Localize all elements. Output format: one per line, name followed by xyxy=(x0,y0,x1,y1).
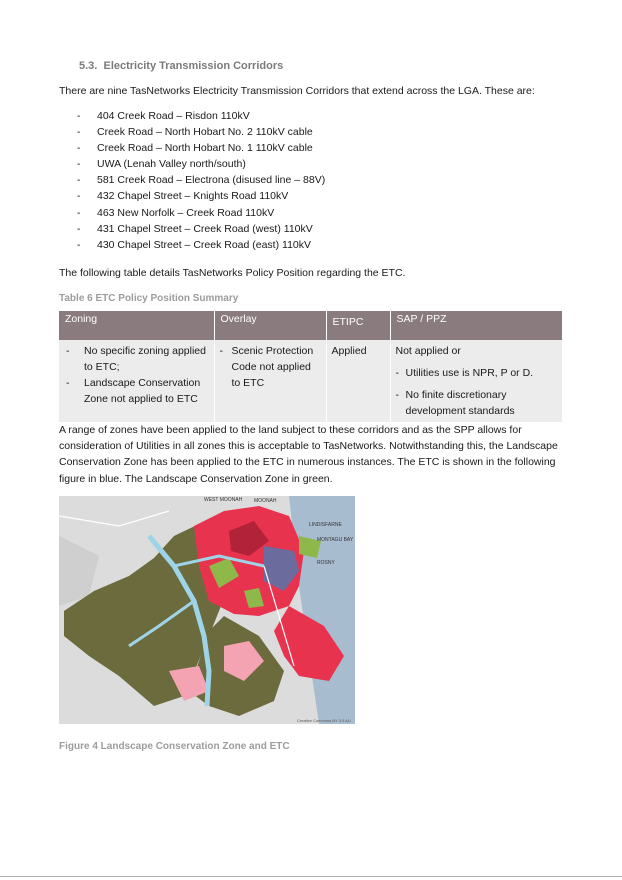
header-sap-ppz: SAP / PPZ xyxy=(390,311,562,340)
header-zoning: Zoning xyxy=(59,311,214,340)
table-header-row xyxy=(59,311,562,340)
zoning-map xyxy=(59,496,355,724)
cell-zoning xyxy=(59,340,214,422)
zoning-item-text: Landscape Conservation Zone not applied to ETC xyxy=(84,377,201,405)
corridor-text: UWA (Lenah Valley north/south) xyxy=(97,158,246,171)
list-item xyxy=(220,343,321,391)
section-number: 5.3. xyxy=(79,60,98,72)
bullet-dash: - xyxy=(66,345,70,357)
map-label: ROSNY xyxy=(317,560,335,566)
sap-item-text: Utilities use is NPR, P or D. xyxy=(405,367,534,379)
bullet-dash: - xyxy=(219,345,223,357)
corridor-text: 463 New Norfolk – Creek Road 110kV xyxy=(97,206,275,219)
map-label: LINDISFARNE xyxy=(309,522,342,528)
list-item xyxy=(396,387,558,419)
figure-caption: Figure 4 Landscape Conservation Zone and ETC xyxy=(59,741,290,752)
corridor-text: Creek Road – North Hobart No. 1 110kV cable xyxy=(97,142,313,155)
bullet-dash: - xyxy=(77,158,81,171)
bullet-dash: - xyxy=(77,174,81,187)
cell-overlay xyxy=(214,340,326,422)
table-row xyxy=(59,340,562,422)
list-item xyxy=(396,365,558,381)
policy-table xyxy=(59,311,562,422)
map-label: MOONAH xyxy=(254,498,277,504)
list-item xyxy=(64,343,209,375)
header-etipc: ETIPC xyxy=(326,311,390,340)
list-item xyxy=(59,205,325,221)
bullet-dash: - xyxy=(77,190,81,203)
page-bottom-divider xyxy=(0,876,622,877)
bullet-dash: - xyxy=(395,367,399,379)
corridor-list xyxy=(59,108,325,253)
list-item xyxy=(59,221,325,237)
section-title xyxy=(79,60,283,72)
bullet-dash: - xyxy=(77,238,81,251)
overlay-item-text: Scenic Protection Code not applied to ETC xyxy=(231,345,314,389)
bullet-dash: - xyxy=(395,389,399,401)
table-caption: Table 6 ETC Policy Position Summary xyxy=(59,293,239,304)
sap-intro: Not applied or xyxy=(395,345,461,357)
corridor-text: 431 Chapel Street – Creek Road (west) 110kV xyxy=(97,222,313,235)
sap-item-text: No finite discretionary development standards xyxy=(405,389,515,417)
bullet-dash: - xyxy=(77,222,81,235)
list-item xyxy=(59,140,325,156)
intro-paragraph: There are nine TasNetworks Electricity Transmission Corridors that extend across the LGA. These are: xyxy=(59,85,535,97)
corridor-text: 581 Creek Road – Electrona (disused line – 88V) xyxy=(97,174,326,187)
body-paragraph: A range of zones have been applied to the land subject to these corridors and as the SPP allows for consideration of Utilities in all zones this is acceptable to TasNetworks. Notwithstanding this, the Landscape Conservation Zone has been applied to the ETC in numerous instances. The ETC is shown in the following figure in blue. The Landscape Conservation Zone in green. xyxy=(59,424,558,485)
header-overlay: Overlay xyxy=(214,311,326,340)
corridor-text: 432 Chapel Street – Knights Road 110kV xyxy=(97,190,289,203)
zoning-item-text: No specific zoning applied to ETC; xyxy=(84,345,206,373)
bullet-dash: - xyxy=(77,142,81,155)
list-item xyxy=(59,237,325,253)
bullet-dash: - xyxy=(77,110,81,122)
table-intro: The following table details TasNetworks Policy Position regarding the ETC. xyxy=(59,267,406,279)
map-graphic xyxy=(59,496,355,724)
cell-sap-ppz xyxy=(390,340,562,422)
corridor-text: 404 Creek Road – Risdon 110kV xyxy=(97,110,250,122)
list-item xyxy=(64,375,209,407)
list-item xyxy=(59,188,325,204)
bullet-dash: - xyxy=(77,206,81,219)
list-item xyxy=(59,124,325,140)
map-label: MONTAGU BAY xyxy=(317,537,354,543)
bullet-dash: - xyxy=(77,126,81,139)
map-label: WEST MOONAH xyxy=(204,497,243,503)
bullet-dash: - xyxy=(66,377,70,389)
corridor-text: Creek Road – North Hobart No. 2 110kV cable xyxy=(97,126,313,139)
list-item xyxy=(59,172,325,188)
section-title-text: Electricity Transmission Corridors xyxy=(103,60,284,72)
list-item xyxy=(59,108,325,124)
cell-etipc: Applied xyxy=(326,340,390,422)
list-item xyxy=(59,156,325,172)
corridor-text: 430 Chapel Street – Creek Road (east) 110kV xyxy=(97,238,312,251)
map-attribution: Creative Commons BY 3.0 AU xyxy=(297,718,351,723)
